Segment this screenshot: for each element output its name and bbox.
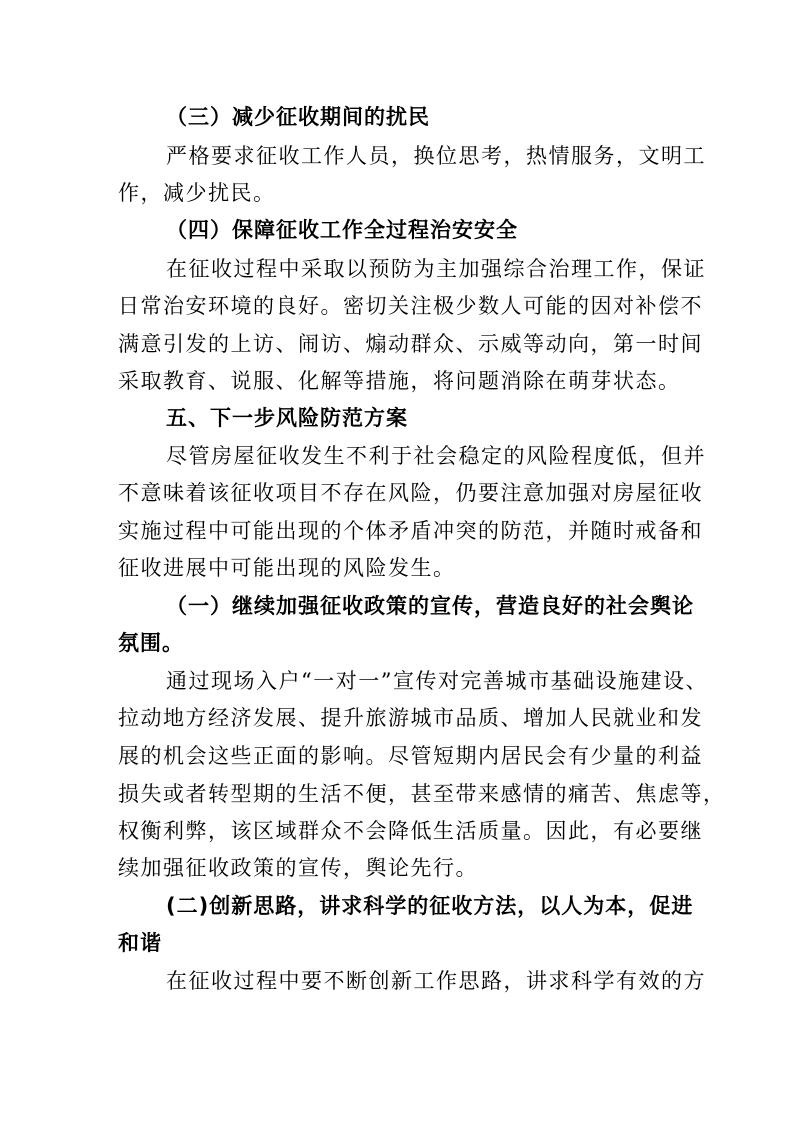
section-heading: 和谐 (118, 931, 162, 955)
paragraph-line: 损失或者转型期的生活不便，甚至带来感情的痛苦、焦虑等， (118, 782, 726, 806)
paragraph-line: 尽管房屋征收发生不利于社会稳定的风险程度低，但并 (166, 444, 706, 468)
section-heading: 氛围。 (118, 631, 184, 655)
section-heading: (二)创新思路，讲求科学的征收方法，以人为本，促进 (166, 894, 694, 918)
paragraph-line: 严格要求征收工作人员，换位思考，热情服务，文明工 (166, 144, 706, 168)
section-heading: （三）减少征收期间的扰民 (166, 105, 430, 129)
section-heading: （四）保障征收工作全过程治安安全 (166, 218, 518, 242)
paragraph-line: 不意味着该征收项目不存在风险，仍要注意加强对房屋征收 (118, 481, 703, 505)
paragraph-line: 权衡利弊，该区域群众不会降低生活质量。因此，有必要继 (118, 819, 703, 843)
paragraph-line: 拉动地方经济发展、提升旅游城市品质、增加人民就业和发 (118, 706, 703, 730)
paragraph-line: 作，减少扰民。 (118, 181, 276, 205)
chapter-heading: 五、下一步风险防范方案 (166, 406, 408, 430)
paragraph-line: 在征收过程中要不断创新工作思路，讲求科学有效的方 (166, 969, 706, 993)
paragraph-line: 续加强征收政策的宣传，舆论先行。 (118, 856, 478, 880)
paragraph-line: 采取教育、说服、化解等措施，将问题消除在萌芽状态。 (118, 369, 681, 393)
section-heading: （一）继续加强征收政策的宣传，营造良好的社会舆论 (166, 594, 694, 618)
paragraph-line: 通过现场入户“一对一”宣传对完善城市基础设施建设、 (166, 669, 708, 693)
paragraph-line: 满意引发的上访、闹访、煽动群众、示威等动向，第一时间 (118, 332, 703, 356)
paragraph-line: 征收进展中可能出现的风险发生。 (118, 556, 456, 580)
paragraph-line: 日常治安环境的良好。密切关注极少数人可能的因对补偿不 (118, 294, 703, 318)
paragraph-line: 在征收过程中采取以预防为主加强综合治理工作，保证 (166, 257, 706, 281)
paragraph-line: 展的机会这些正面的影响。尽管短期内居民会有少量的利益 (118, 744, 703, 768)
paragraph-line: 实施过程中可能出现的个体矛盾冲突的防范，并随时戒备和 (118, 519, 703, 543)
